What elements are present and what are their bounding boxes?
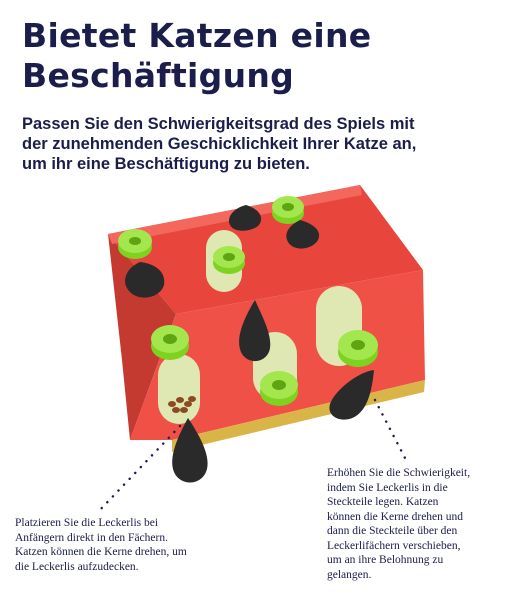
caption-beginner — [15, 516, 260, 574]
caption-line: Platzieren Sie die Leckerlis bei — [15, 517, 159, 529]
caption-line: Anfängern direkt in den Fächern. — [15, 531, 168, 544]
subheadline-line-2: der zunehmenden Geschicklichkeit Ihrer Katze an, — [22, 135, 417, 153]
lime-peg — [118, 229, 152, 259]
lime-peg — [260, 371, 298, 406]
subheadline — [22, 114, 502, 174]
subheadline-line-3: um ihr eine Beschäftigung zu bieten. — [22, 155, 310, 173]
caption-line: um an ihre Belohnung zu — [327, 554, 444, 566]
caption-line: dann die Steckteile über den — [327, 525, 458, 537]
caption-advanced — [327, 466, 512, 582]
caption-line: Katzen können die Kerne drehen, um — [15, 546, 187, 558]
subheadline-line-1: Passen Sie den Schwierigkeitsgrad des Spiels mit — [22, 115, 415, 133]
headline — [22, 16, 502, 96]
lime-peg — [338, 330, 378, 367]
headline-line-1: Bietet Katzen eine — [22, 16, 372, 55]
treat-track-left — [158, 354, 200, 424]
caption-line: Erhöhen Sie die Schwierigkeit, — [327, 467, 471, 479]
caption-line: können die Kerne drehen und — [327, 510, 464, 523]
caption-line: die Leckerlis aufzudecken. — [15, 560, 139, 573]
caption-line: gelangen. — [327, 568, 372, 581]
lime-peg — [151, 325, 189, 360]
headline-line-2: Beschäftigung — [22, 56, 295, 95]
caption-line: Steckteile legen. Katzen — [327, 496, 439, 508]
caption-line: indem Sie Leckerlis in die — [327, 481, 448, 494]
caption-line: Leckerlifächern verschieben, — [327, 539, 461, 552]
leader-line-right — [375, 400, 405, 458]
lime-peg — [272, 196, 304, 224]
lime-peg — [213, 246, 245, 274]
